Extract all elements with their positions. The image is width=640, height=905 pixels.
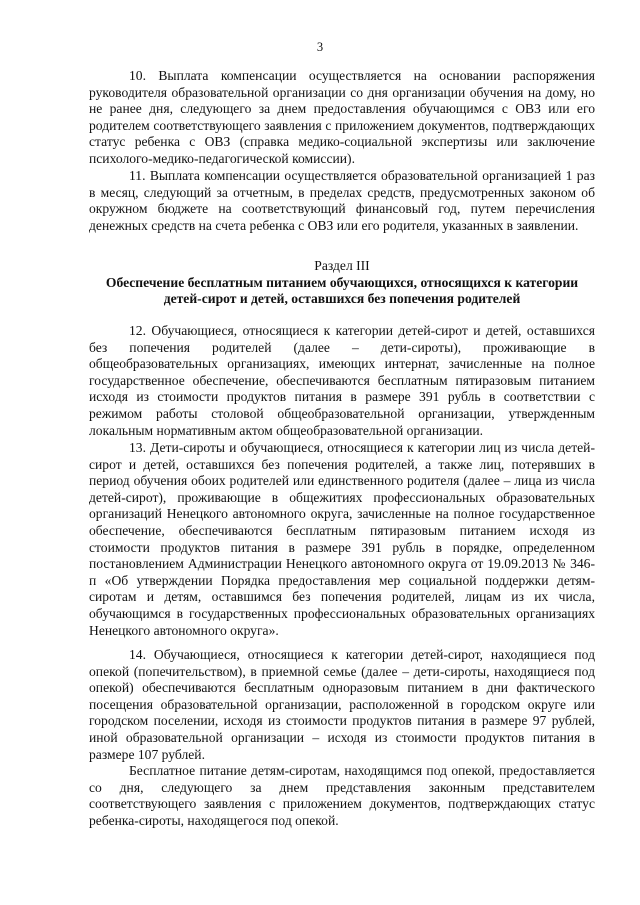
paragraph-13-block [89,440,595,639]
section-heading: Раздел III [314,258,370,273]
paragraph-14b-block [89,763,595,829]
paragraph-12-block [89,323,595,439]
paragraph-10: 10. Выплата компенсации осуществляется на основании распоряжения руководителя образовательной организации со дня организации обучения на дому, но не ранее дня, следующего за днем предоставления обучающимся с ОВЗ или его родителем соответствующего заявления с приложением документов, подтверждающих статус ребенка с ОВЗ (справка медико-социальной экспертизы или заключение психолого-медико-педагогической комиссии). [89,68,595,166]
section-title: Обеспечение бесплатным питанием обучающихся, относящихся к категории детей-сирот и детей, оставшихся без попечения родителей [105,274,579,307]
paragraph-14-block [89,647,595,763]
paragraph-12: 12. Обучающиеся, относящиеся к категории детей-сирот и детей, оставшихся без попечения родителей (далее – дети-сироты), проживающие в общеобразовательных организациях, имеющих интернат, зачисленные на полное государственное обеспечение, обеспечиваются бесплатным пятиразовым питанием исходя из стоимости продуктов питания в размере 391 рубль в соответствии с режимом работы столовой общеобразовательной организации, утвержденным локальным нормативным актом общеобразовательной организации. [89,323,595,438]
paragraph-13: 13. Дети-сироты и обучающиеся, относящиеся к категории лиц из числа детей-сирот и детей, оставшихся без попечения родителей, а также лиц, потерявших в период обучения обоих родителей или единственного родителя (далее – лица из числа детей-сирот), проживающие в общежитиях профессиональных образовательных организаций Ненецкого автономного округа, зачисленные на полное государственное обеспечение, обеспечиваются бесплатным пятиразовым питанием исходя из стоимости продуктов питания в размере 391 рубль в порядке, определенном постановлением Администрации Ненецкого автономного округа от 19.09.2013 № 346-п «Об утверждении Порядка предоставления мер социальной поддержки детям-сиротам и детям, оставшимся без попечения родителей, лицам из их числа, обучающимся в государственных профессиональных образовательных организациях Ненецкого автономного округа». [89,440,595,638]
page-number: 3 [316,40,324,54]
paragraph-14: 14. Обучающиеся, относящиеся к категории детей-сирот, находящиеся под опекой (попечительством), в приемной семье (далее – дети-сироты, находящиеся под опекой) обеспечиваются бесплатным одноразовым питанием в дни фактического посещения образовательной организации, расположенной в городском округе или городском поселении, исходя из стоимости продуктов питания в размере 97 рублей, иной образовательной организации – исходя из стоимости продуктов питания в размере 107 рублей. [89,647,595,762]
paragraph-10-block [89,68,595,168]
paragraph-11-block [89,168,595,234]
paragraph-14b: Бесплатное питание детям-сиротам, находящимся под опекой, предоставляется со дня, следующего за днем представления законным представителем соответствующего заявления с приложением документов, подтверждающих статус ребенка-сироты, находящегося под опекой. [89,763,595,828]
section-header [89,258,595,308]
paragraph-11: 11. Выплата компенсации осуществляется образовательной организацией 1 раз в месяц, следующий за отчетным, в пределах средств, предусмотренных законом об окружном бюджете на соответствующий финансовый год, путем перечисления денежных средств на счета ребенка с ОВЗ или его родителя, указанных в заявлении. [89,168,595,233]
